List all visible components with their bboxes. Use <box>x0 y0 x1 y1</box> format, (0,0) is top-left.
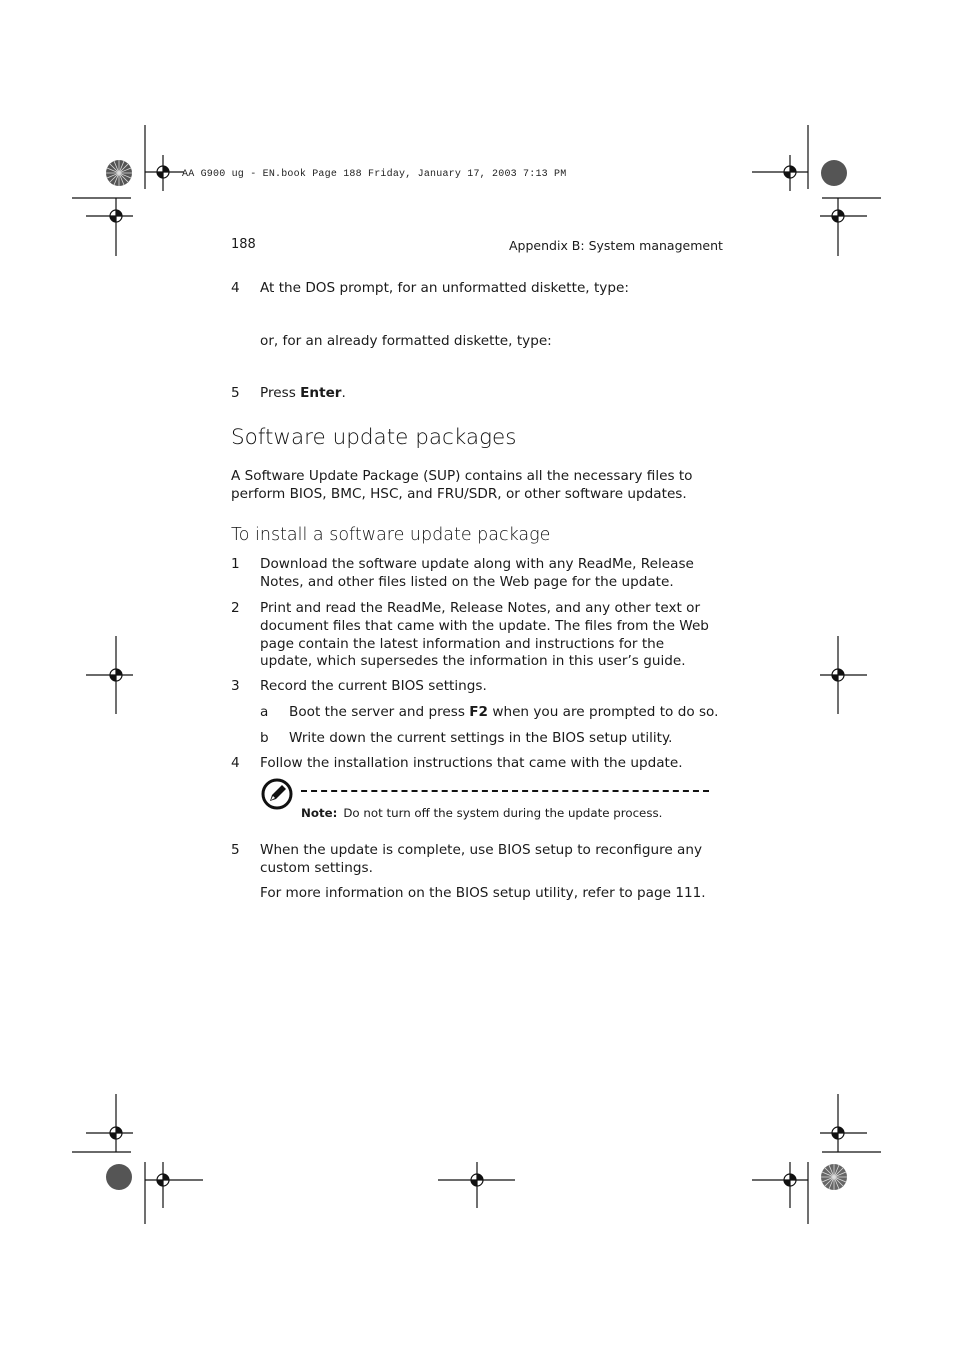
substep-text: Write down the current settings in the BIOS setup utility. <box>289 730 673 746</box>
step-text: Follow the installation instructions that came with the update. <box>260 755 683 771</box>
step-text: Download the software update along with any ReadMe, Release Notes, and other files listed on the Web page for the update. <box>260 556 694 590</box>
step-number: 5 <box>231 842 240 858</box>
key-name: Enter <box>300 385 342 401</box>
page-number: 188 <box>231 237 256 252</box>
step-number: 5 <box>231 385 240 401</box>
step-text: When the update is complete, use BIOS setup to reconfigure any custom settings. <box>260 842 703 876</box>
subsection-title: To install a software update package <box>231 525 551 545</box>
note-text: Note: Do not turn off the system during the update process. <box>301 806 663 820</box>
step-text: Print and read the ReadMe, Release Notes, and any other text or document files that came with the update. The files from the Web page contain the latest information and instructions for the update, which supersedes the information in this user’s guide. <box>260 600 709 670</box>
note-divider <box>301 790 709 792</box>
step-text: or, for an already formatted diskette, type: <box>260 333 552 349</box>
intro-paragraph: A Software Update Package (SUP) contains all the necessary files to perform BIOS, BMC, HSC, and FRU/SDR, or other software updates. <box>231 468 693 502</box>
step-text: Press Enter. <box>260 385 346 401</box>
footer-paragraph: For more information on the BIOS setup utility, refer to page 111. <box>260 885 706 901</box>
key-name: F2 <box>469 704 489 720</box>
step-number: 2 <box>231 600 240 616</box>
substep-letter: b <box>260 730 269 746</box>
step-number: 3 <box>231 678 240 694</box>
note-pen-icon <box>260 777 294 811</box>
step-text: At the DOS prompt, for an unformatted diskette, type: <box>260 280 629 296</box>
note-label: Note: <box>301 806 338 820</box>
section-title: Software update packages <box>231 425 517 450</box>
step-number: 4 <box>231 280 240 296</box>
print-info: AA G900 ug - EN.book Page 188 Friday, January 17, 2003 7:13 PM <box>182 169 567 180</box>
step-number: 1 <box>231 556 240 572</box>
step-number: 4 <box>231 755 240 771</box>
step-text: Record the current BIOS settings. <box>260 678 487 694</box>
substep-letter: a <box>260 704 269 720</box>
substep-text: Boot the server and press F2 when you are prompted to do so. <box>289 704 719 720</box>
running-head: Appendix B: System management <box>509 238 723 253</box>
